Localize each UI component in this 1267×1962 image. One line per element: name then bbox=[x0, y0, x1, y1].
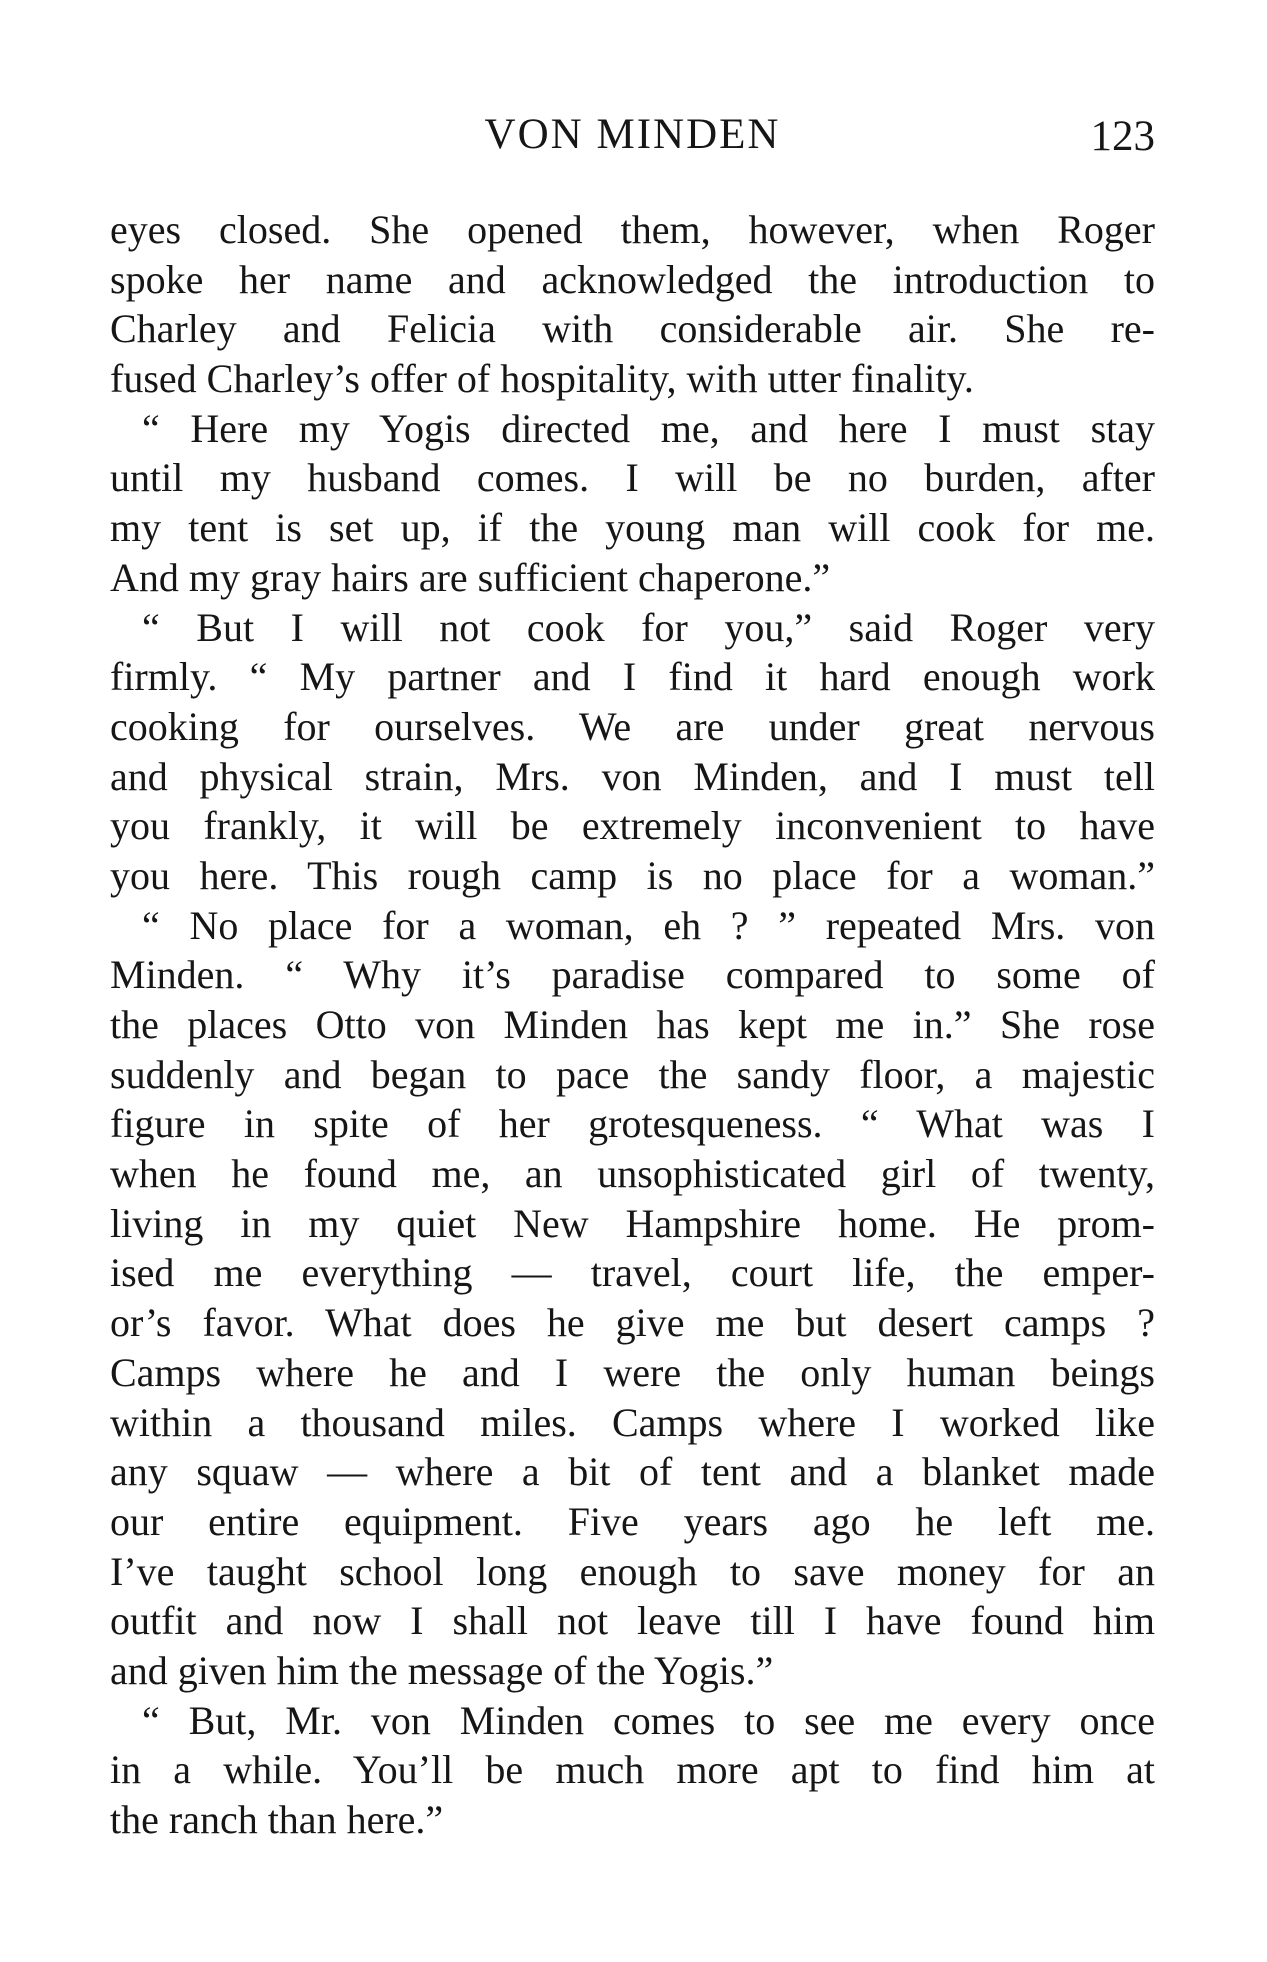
text-line: I’ve taught school long enough to save money for an bbox=[110, 1548, 1155, 1594]
text-line: Minden. “ Why it’s paradise compared to some of bbox=[110, 952, 1155, 998]
text-line: and given him the message of the Yogis.” bbox=[110, 1647, 774, 1693]
text-line: any squaw — where a bit of tent and a blanket made bbox=[110, 1449, 1155, 1495]
text-line: firmly. “ My partner and I find it hard enough work bbox=[110, 654, 1155, 700]
text-line: the places Otto von Minden has kept me in.” She rose bbox=[110, 1002, 1155, 1047]
text-line: in a while. You’ll be much more apt to find him at bbox=[110, 1747, 1155, 1793]
text-line: living in my quiet New Hampshire home. He prom- bbox=[110, 1200, 1155, 1246]
body-text bbox=[110, 205, 1155, 1845]
text-line: “ But, Mr. von Minden comes to see me every once bbox=[142, 1697, 1155, 1743]
text-line: “ But I will not cook for you,” said Roger very bbox=[142, 604, 1155, 650]
text-line: Charley and Felicia with considerable air. She re- bbox=[110, 306, 1155, 352]
text-line: And my gray hairs are sufficient chaperone.” bbox=[110, 554, 831, 600]
text-line: or’s favor. What does he give me but desert camps ? bbox=[110, 1300, 1155, 1346]
running-head bbox=[110, 105, 1155, 165]
text-line: and physical strain, Mrs. von Minden, and I must tell bbox=[110, 753, 1155, 799]
text-line: my tent is set up, if the young man will cook for me. bbox=[110, 505, 1155, 551]
text-line: cooking for ourselves. We are under great nervous bbox=[110, 703, 1155, 749]
text-line: ised me everything — travel, court life, the emper- bbox=[110, 1250, 1155, 1296]
text-line: figure in spite of her grotesqueness. “ What was I bbox=[110, 1101, 1155, 1147]
text-line: you frankly, it will be extremely inconvenient to have bbox=[110, 803, 1155, 849]
text-line: our entire equipment. Five years ago he left me. bbox=[110, 1498, 1155, 1544]
text-line: “ Here my Yogis directed me, and here I must stay bbox=[142, 405, 1155, 451]
text-line: fused Charley’s offer of hospitality, with utter finality. bbox=[110, 356, 974, 402]
text-line: within a thousand miles. Camps where I worked like bbox=[110, 1399, 1155, 1445]
text-line: until my husband comes. I will be no burden, after bbox=[110, 455, 1155, 501]
text-line: suddenly and began to pace the sandy floor, a majestic bbox=[110, 1051, 1155, 1097]
text-line: when he found me, an unsophisticated girl of twenty, bbox=[110, 1151, 1155, 1197]
text-line: Camps where he and I were the only human beings bbox=[110, 1349, 1155, 1395]
text-line: spoke her name and acknowledged the introduction to bbox=[110, 256, 1155, 302]
running-title: VON MINDEN bbox=[484, 111, 781, 158]
text-line: eyes closed. She opened them, however, when Roger bbox=[110, 207, 1155, 252]
page-number: 123 bbox=[1090, 113, 1155, 160]
text-line: you here. This rough camp is no place for a woman.” bbox=[110, 852, 1155, 898]
text-line: outfit and now I shall not leave till I have found him bbox=[110, 1598, 1155, 1644]
text-line: the ranch than here.” bbox=[110, 1797, 444, 1842]
text-line: “ No place for a woman, eh ? ” repeated Mrs. von bbox=[142, 902, 1155, 948]
